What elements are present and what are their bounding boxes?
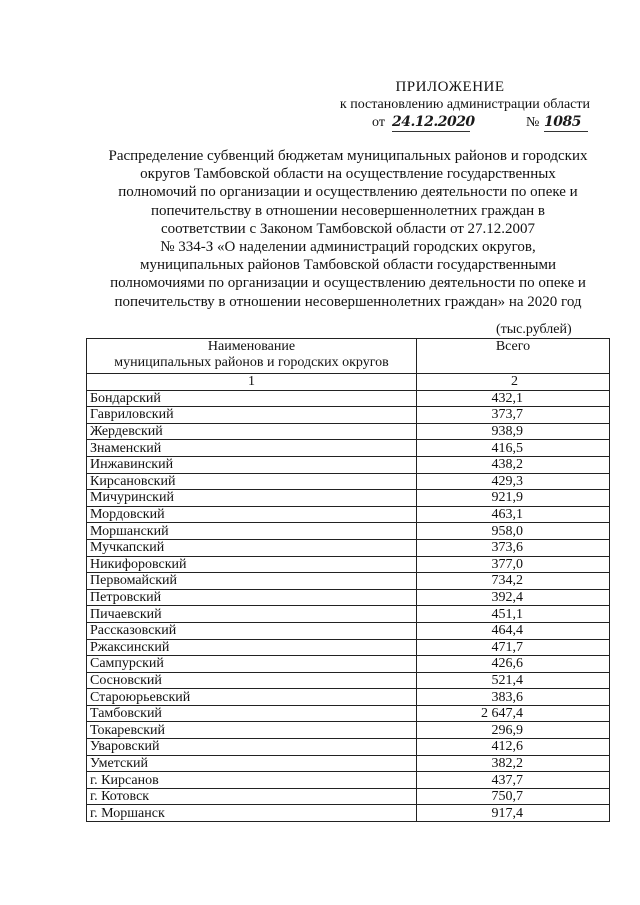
district-total: 416,5: [417, 440, 610, 457]
district-name: г. Котовск: [87, 788, 417, 805]
district-name: Рассказовский: [87, 622, 417, 639]
column-index-2: 2: [417, 374, 610, 391]
district-name: Моршанский: [87, 523, 417, 540]
district-total: 432,1: [417, 390, 610, 407]
table-row: [87, 506, 610, 523]
table-row: [87, 523, 610, 540]
table-row: [87, 622, 610, 639]
header-name: [87, 339, 417, 374]
district-name: г. Моршанск: [87, 805, 417, 822]
district-total: 429,3: [417, 473, 610, 490]
district-name: Никифоровский: [87, 556, 417, 573]
district-name: Токаревский: [87, 722, 417, 739]
district-name: Ржаксинский: [87, 639, 417, 656]
document-title-line: полномочий по организации и осуществлению деятельности по опеке и: [118, 184, 578, 201]
district-name: Жердевский: [87, 423, 417, 440]
district-total: 426,6: [417, 656, 610, 673]
district-name: Гавриловский: [87, 407, 417, 424]
table-row: [87, 456, 610, 473]
table-header-row: [87, 339, 610, 374]
table-row: [87, 473, 610, 490]
district-total: 373,7: [417, 407, 610, 424]
district-name: Сампурский: [87, 656, 417, 673]
document-title-line: полномочиями по организации и осуществлению деятельности по опеке и: [110, 275, 586, 292]
district-total: 750,7: [417, 788, 610, 805]
district-name: Тамбовский: [87, 705, 417, 722]
table-row: [87, 390, 610, 407]
table-row: [87, 573, 610, 590]
district-total: 521,4: [417, 672, 610, 689]
district-name: Мичуринский: [87, 490, 417, 507]
table-row: [87, 556, 610, 573]
district-name: Петровский: [87, 589, 417, 606]
appendix-date-number-line: [300, 114, 590, 134]
document-title: [88, 147, 608, 311]
district-total: 734,2: [417, 573, 610, 590]
district-name: Знаменский: [87, 440, 417, 457]
district-total: 917,4: [417, 805, 610, 822]
subvention-table: [86, 338, 610, 822]
header-total: Всего: [417, 339, 610, 374]
district-name: Бондарский: [87, 390, 417, 407]
district-total: 471,7: [417, 639, 610, 656]
table-row: [87, 788, 610, 805]
district-name: Мордовский: [87, 506, 417, 523]
number-prefix: №: [526, 115, 540, 130]
district-total: 451,1: [417, 606, 610, 623]
document-title-line: округов Тамбовской области на осуществление государственных: [140, 166, 556, 183]
district-name: Первомайский: [87, 573, 417, 590]
handwritten-number: 1085: [544, 113, 588, 132]
table-row: [87, 689, 610, 706]
district-name: Уметский: [87, 755, 417, 772]
district-total: 2 647,4: [417, 705, 610, 722]
column-index-1: 1: [87, 374, 417, 391]
table-body: [87, 390, 610, 821]
table-row: [87, 722, 610, 739]
table-row: [87, 423, 610, 440]
appendix-subtitle: к постановлению администрации области: [339, 97, 590, 112]
unit-label: (тыс.рублей): [496, 322, 572, 337]
document-title-line: Распределение субвенций бюджетам муниципальных районов и городских: [108, 148, 588, 164]
district-total: 373,6: [417, 539, 610, 556]
district-name: Мучкапский: [87, 539, 417, 556]
district-name: Уваровский: [87, 739, 417, 756]
district-name: Сосновский: [87, 672, 417, 689]
table-row: [87, 407, 610, 424]
district-name: Кирсановский: [87, 473, 417, 490]
district-total: 938,9: [417, 423, 610, 440]
date-prefix: от: [372, 115, 385, 130]
table-row: [87, 606, 610, 623]
table-row: [87, 755, 610, 772]
district-total: 438,2: [417, 456, 610, 473]
table-row: [87, 639, 610, 656]
district-total: 921,9: [417, 490, 610, 507]
district-total: 377,0: [417, 556, 610, 573]
table-row: [87, 539, 610, 556]
table-row: [87, 805, 610, 822]
table-row: [87, 490, 610, 507]
document-title-line: попечительству в отношении несовершеннолетних граждан в: [151, 202, 545, 219]
district-total: 382,2: [417, 755, 610, 772]
table-row: [87, 440, 610, 457]
district-name: Инжавинский: [87, 456, 417, 473]
table-row: [87, 672, 610, 689]
district-name: Староюрьевский: [87, 689, 417, 706]
table-row: [87, 589, 610, 606]
table-row: [87, 772, 610, 789]
district-name: Пичаевский: [87, 606, 417, 623]
district-total: 392,4: [417, 589, 610, 606]
header-name-line1: Наименование: [207, 339, 296, 354]
column-index-row: [87, 374, 610, 391]
document-title-line: № 334-З «О наделении администраций городских округов,: [160, 239, 536, 256]
document-title-line: попечительству в отношении несовершеннолетних граждан» на 2020 год: [114, 293, 582, 310]
handwritten-date: 24.12.2020: [392, 114, 475, 130]
table-row: [87, 656, 610, 673]
appendix-header: [300, 78, 590, 134]
document-title-line: муниципальных районов Тамбовской области государственными: [139, 257, 557, 274]
district-name: г. Кирсанов: [87, 772, 417, 789]
district-total: 296,9: [417, 722, 610, 739]
table-row: [87, 739, 610, 756]
district-total: 463,1: [417, 506, 610, 523]
district-total: 412,6: [417, 739, 610, 756]
document-title-line: соответствии с Законом Тамбовской области от 27.12.2007: [160, 220, 536, 237]
appendix-title: ПРИЛОЖЕНИЕ: [395, 79, 505, 95]
table-row: [87, 705, 610, 722]
district-total: 437,7: [417, 772, 610, 789]
district-total: 958,0: [417, 523, 610, 540]
header-name-line2: муниципальных районов и городских округов: [114, 355, 389, 370]
district-total: 464,4: [417, 622, 610, 639]
district-total: 383,6: [417, 689, 610, 706]
